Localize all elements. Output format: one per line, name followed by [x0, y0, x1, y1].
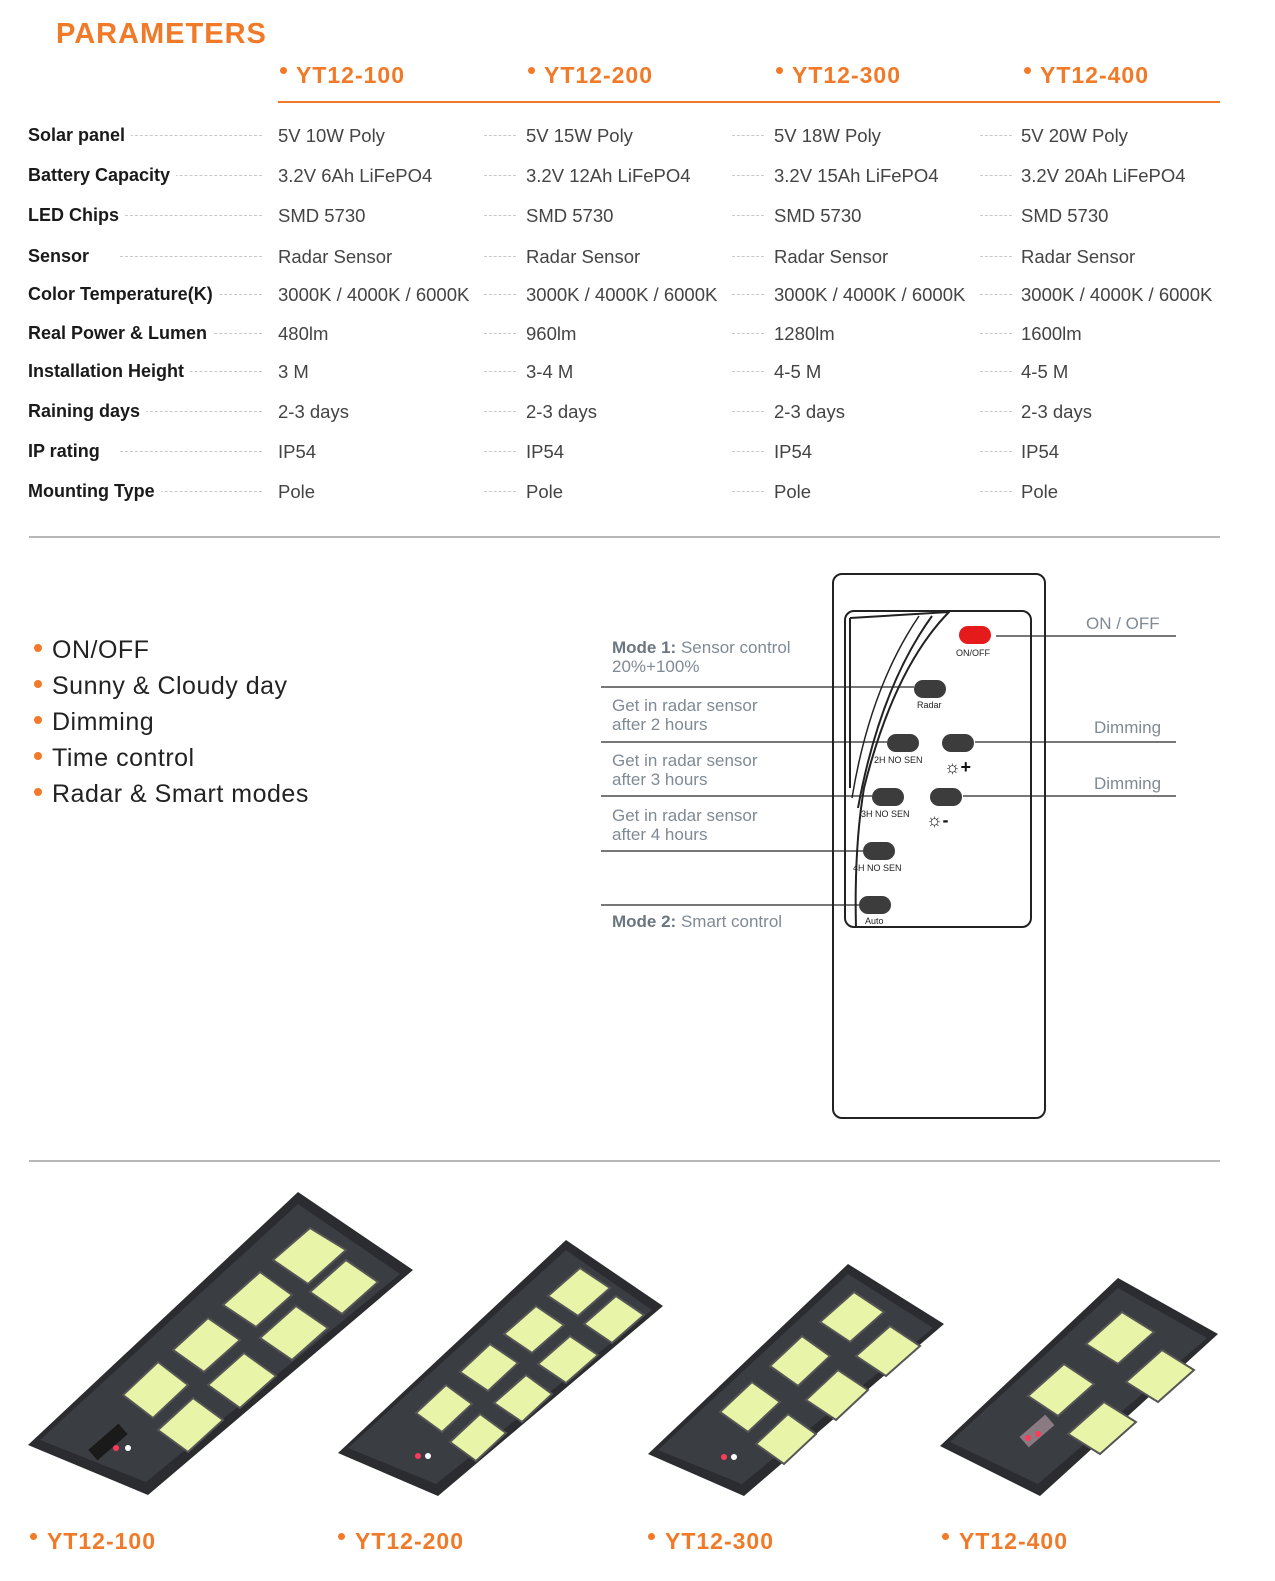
spec-value: 5V 18W Poly	[774, 125, 881, 146]
dashed-separator	[980, 294, 1012, 295]
bullet-dot-icon	[528, 67, 535, 74]
auto-button[interactable]	[859, 896, 891, 914]
lamp-yt12-300-image	[648, 1262, 948, 1500]
mode1-annotation: Mode 1: Sensor control 20%+100%	[612, 638, 791, 676]
spec-label: Solar panel	[28, 125, 131, 146]
dashed-separator	[484, 294, 516, 295]
header-divider	[278, 101, 1220, 103]
dashed-separator	[732, 294, 764, 295]
spec-value: SMD 5730	[1021, 205, 1109, 226]
dashed-leader	[120, 451, 262, 452]
spec-value: Pole	[278, 481, 316, 502]
dashed-separator	[732, 411, 764, 412]
leader-line	[601, 850, 863, 852]
bullet-dot-icon	[34, 716, 42, 724]
spec-value: 960lm	[526, 323, 577, 344]
spec-value: 3.2V 20Ah LiFePO4	[1021, 165, 1186, 186]
lamp-label-4: YT12-400	[942, 1528, 1068, 1555]
table-row	[0, 284, 1275, 314]
dashed-separator	[484, 175, 516, 176]
spec-value: 3 M	[278, 361, 309, 382]
spec-value: 4-5 M	[1021, 361, 1069, 382]
model-header-4: YT12-400	[1024, 62, 1149, 89]
2h-no-sensor-button[interactable]	[887, 734, 919, 752]
dashed-leader	[120, 256, 262, 257]
dashed-separator	[484, 333, 516, 334]
dashed-separator	[484, 491, 516, 492]
spec-label: Installation Height	[28, 361, 190, 382]
dashed-separator	[484, 371, 516, 372]
bullet-dot-icon	[34, 752, 42, 760]
radar-2h-annotation: Get in radar sensor after 2 hours	[612, 696, 758, 734]
lamp-yt12-400-image	[940, 1276, 1222, 1500]
lamp-label-2: YT12-200	[338, 1528, 464, 1555]
spec-value: Pole	[774, 481, 812, 502]
dashed-separator	[484, 215, 516, 216]
spec-value: Radar Sensor	[526, 246, 641, 267]
list-item: Dimming	[34, 704, 309, 740]
dashed-separator	[980, 215, 1012, 216]
dashed-separator	[980, 256, 1012, 257]
model-header-1: YT12-100	[280, 62, 405, 89]
spec-label: Color Temperature(K)	[28, 284, 219, 305]
lamp-label-3: YT12-300	[648, 1528, 774, 1555]
model-header-2: YT12-200	[528, 62, 653, 89]
table-row	[0, 125, 1275, 155]
dashed-separator	[484, 411, 516, 412]
spec-value: IP54	[278, 441, 317, 462]
dimming-down-button[interactable]	[930, 788, 962, 806]
table-row	[0, 165, 1275, 195]
table-row	[0, 323, 1275, 353]
bullet-dot-icon	[942, 1533, 949, 1540]
section-divider	[29, 536, 1220, 538]
brightness-down-icon: ☼-	[926, 810, 949, 830]
spec-label: Battery Capacity	[28, 165, 176, 186]
radar-4h-annotation: Get in radar sensor after 4 hours	[612, 806, 758, 844]
dashed-separator	[732, 256, 764, 257]
spec-value: SMD 5730	[774, 205, 862, 226]
spec-value: 5V 10W Poly	[278, 125, 385, 146]
spec-value: 2-3 days	[526, 401, 597, 422]
section-divider	[29, 1160, 1220, 1162]
spec-value: 1280lm	[774, 323, 835, 344]
spec-value: 3.2V 15Ah LiFePO4	[774, 165, 939, 186]
spec-label: IP rating	[28, 441, 106, 462]
list-item: Time control	[34, 740, 309, 776]
brightness-up-icon: ☼+	[944, 757, 972, 777]
dashed-separator	[484, 256, 516, 257]
bullet-dot-icon	[1024, 67, 1031, 74]
spec-value: 4-5 M	[774, 361, 822, 382]
dashed-separator	[732, 333, 764, 334]
4h-no-sensor-button[interactable]	[863, 842, 895, 860]
spec-value: 3.2V 12Ah LiFePO4	[526, 165, 691, 186]
bullet-dot-icon	[30, 1533, 37, 1540]
table-row	[0, 246, 1275, 276]
bullet-dot-icon	[34, 680, 42, 688]
spec-value: 3000K / 4000K / 6000K	[774, 284, 966, 305]
spec-value: 3000K / 4000K / 6000K	[526, 284, 718, 305]
auto-button-label: Auto	[865, 916, 884, 926]
dashed-separator	[980, 371, 1012, 372]
dashed-separator	[980, 175, 1012, 176]
bullet-dot-icon	[648, 1533, 655, 1540]
list-item: ON/OFF	[34, 632, 309, 668]
list-item: Radar & Smart modes	[34, 776, 309, 812]
bullet-dot-icon	[338, 1533, 345, 1540]
4h-button-label: 4H NO SEN	[853, 863, 902, 873]
table-row	[0, 481, 1275, 511]
dashed-separator	[484, 135, 516, 136]
dashed-separator	[732, 371, 764, 372]
dashed-separator	[732, 135, 764, 136]
mode2-annotation: Mode 2: Smart control	[612, 912, 783, 931]
spec-value: 3000K / 4000K / 6000K	[1021, 284, 1213, 305]
bullet-dot-icon	[280, 67, 287, 74]
spec-value: 2-3 days	[774, 401, 845, 422]
table-row	[0, 361, 1275, 391]
spec-value: 5V 15W Poly	[526, 125, 633, 146]
3h-button-label: 3H NO SEN	[861, 809, 910, 819]
table-row	[0, 441, 1275, 471]
lamp-yt12-200-image	[338, 1238, 668, 1500]
page-title: PARAMETERS	[56, 18, 267, 50]
feature-list	[34, 632, 309, 812]
dimming-up-button[interactable]	[942, 734, 974, 752]
radar-3h-annotation: Get in radar sensor after 3 hours	[612, 751, 758, 789]
spec-value: Radar Sensor	[774, 246, 889, 267]
spec-value: Radar Sensor	[278, 246, 393, 267]
lamp-label-1: YT12-100	[30, 1528, 156, 1555]
3h-no-sensor-button[interactable]	[872, 788, 904, 806]
dashed-separator	[980, 411, 1012, 412]
spec-value: 2-3 days	[1021, 401, 1092, 422]
table-row	[0, 401, 1275, 431]
radar-button[interactable]	[914, 680, 946, 698]
spec-value: Pole	[526, 481, 564, 502]
dashed-separator	[732, 491, 764, 492]
spec-value: 3-4 M	[526, 361, 574, 382]
dashed-separator	[980, 135, 1012, 136]
model-header-3: YT12-300	[776, 62, 901, 89]
spec-label: LED Chips	[28, 205, 125, 226]
spec-value: Radar Sensor	[1021, 246, 1136, 267]
dashed-separator	[980, 491, 1012, 492]
spec-value: 1600lm	[1021, 323, 1082, 344]
dashed-separator	[980, 333, 1012, 334]
dashed-leader	[120, 215, 262, 216]
radar-button-label: Radar	[917, 700, 942, 710]
remote-swoosh-icon	[844, 608, 954, 933]
spec-label: Real Power & Lumen	[28, 323, 213, 344]
dimming-down-annotation: Dimming	[1094, 774, 1162, 793]
dashed-separator	[732, 451, 764, 452]
dashed-leader	[120, 135, 262, 136]
spec-value: SMD 5730	[526, 205, 614, 226]
table-row	[0, 205, 1275, 235]
leader-line	[601, 904, 859, 906]
dashed-separator	[980, 451, 1012, 452]
spec-value: 2-3 days	[278, 401, 349, 422]
dashed-separator	[484, 451, 516, 452]
onoff-button-label: ON/OFF	[956, 648, 990, 658]
dimming-up-annotation: Dimming	[1094, 718, 1162, 737]
bullet-dot-icon	[776, 67, 783, 74]
dashed-separator	[732, 175, 764, 176]
spec-value: IP54	[526, 441, 565, 462]
list-item: Sunny & Cloudy day	[34, 668, 309, 704]
spec-value: Pole	[1021, 481, 1059, 502]
spec-value: 3000K / 4000K / 6000K	[278, 284, 470, 305]
spec-value: 3.2V 6Ah LiFePO4	[278, 165, 433, 186]
onoff-annotation: ON / OFF	[1086, 614, 1160, 633]
spec-value: SMD 5730	[278, 205, 366, 226]
spec-label: Raining days	[28, 401, 146, 422]
spec-label: Sensor	[28, 246, 95, 267]
spec-label: Mounting Type	[28, 481, 161, 502]
spec-value: IP54	[1021, 441, 1060, 462]
bullet-dot-icon	[34, 644, 42, 652]
spec-value: IP54	[774, 441, 813, 462]
spec-value: 5V 20W Poly	[1021, 125, 1128, 146]
spec-value: 480lm	[278, 323, 329, 344]
onoff-button[interactable]	[959, 626, 991, 644]
bullet-dot-icon	[34, 788, 42, 796]
2h-button-label: 2H NO SEN	[874, 755, 923, 765]
dashed-separator	[732, 215, 764, 216]
